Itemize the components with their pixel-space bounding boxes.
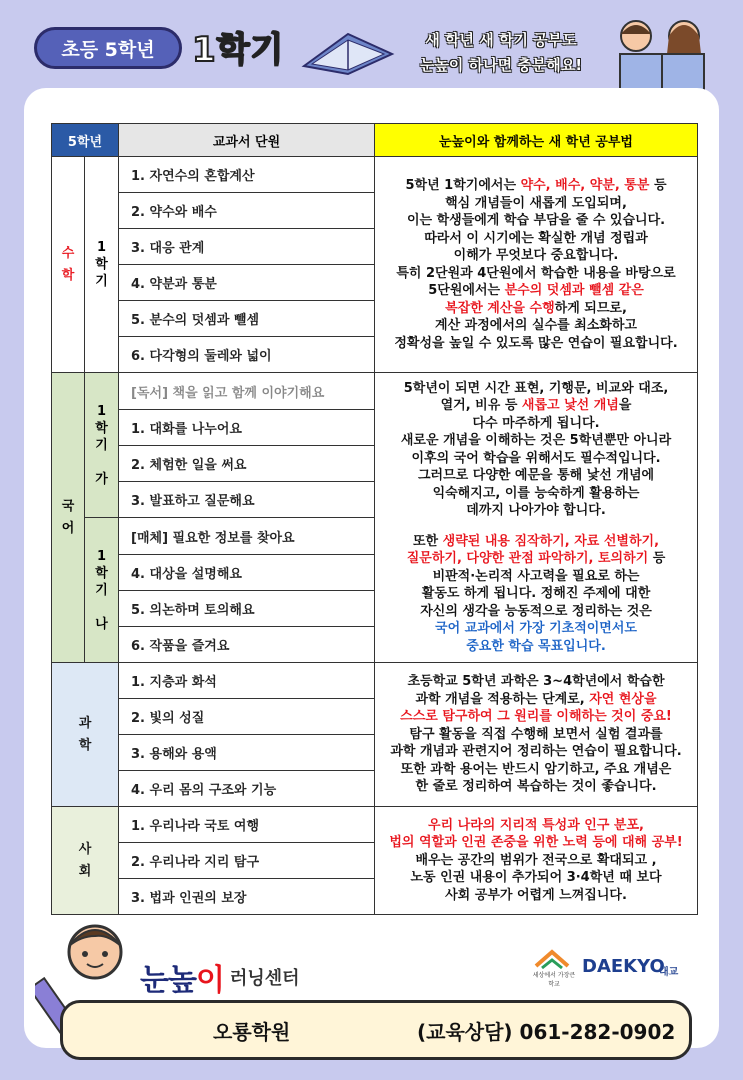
unit-row: 3. 용해와 용액 [119,735,375,771]
unit-row: 1. 자연수의 혼합계산 [119,157,375,193]
daekyo-logo: DAEKYO [582,956,665,977]
math-description: 5학년 1학기에서는 약수, 배수, 약분, 통분 등 핵심 개념들이 새롭게 도입되며, 이는 학생들에게 학습 부담을 줄 수 있습니다. 따라서 이 시기에는 확실한 개념 정립과 이해가 무엇보다 중요합니다. 특히 2단원과 4단원에서 학습한 내용을 바탕으로 5단원에서는 분수의 덧셈과 뺄셈 같은 복잡한 계산을 수행하게 되므로, 계산 과정에서의 실수를 최소화하고 정확성을 높일 수 있도록 많은 연습이 필요합니다. [375,157,698,373]
subject-math: 수 학 [52,157,85,373]
unit-row: 2. 약수와 배수 [119,193,375,229]
contact-phone[interactable]: (교육상담) 061-282-0902 [417,1019,676,1044]
social-description: 우리 나라의 지리적 특성과 인구 분포, 법의 역할과 인권 존중을 위한 노력 등에 대해 공부! 배우는 공간의 범위가 전국으로 확대되고 , 노동 인권 내용이 추가되어 3·4학년 때 보다 사회 공부가 어렵게 느껴집니다. [375,807,698,915]
unit-row: 3. 발표하고 질문해요 [119,482,375,518]
grade-badge: 초등 5학년 [34,27,182,69]
kids-reading-illustration [606,14,718,96]
korean-description: 5학년이 되면 시간 표현, 기행문, 비교와 대조, 열거, 비유 등 새롭고 낯선 개념을 다수 마주하게 됩니다. 새로운 개념을 이해하는 것은 5학년뿐만 아니라 이후의 국어 학습을 위해서도 필수적입니다. 그러므로 다양한 예문을 통해 낯선 개념에 익숙해지고, 이를 능숙하게 활용하는 데까지 나아가야 합니다. 또한 생략된 내용 짐작하기, 자료 선별하기, 질문하기, 다양한 관점 파악하기, 토의하기 등 비판적·논리적 사고력을 필요로 하는 활동도 하게 됩니다. 정해진 주제에 대한 자신의 생각을 능동적으로 정리하는 것은 국어 교과에서 가장 기초적이면서도 중요한 학습 목표입니다. [375,373,698,663]
subject-science: 과 학 [52,663,119,807]
unit-row: 6. 다각형의 둘레와 넓이 [119,337,375,373]
learning-center-label: 러닝센터 [230,968,300,989]
unit-row: 3. 대응 관계 [119,229,375,265]
unit-row: 3. 법과 인권의 보장 [119,879,375,915]
unit-header: 교과서 단원 [119,124,375,157]
science-description: 초등학교 5학년 과학은 3~4학년에서 학습한 과학 개념을 적용하는 단계로, 자연 현상을 스스로 탐구하여 그 원리를 이해하는 것이 중요! 탐구 활동을 직접 수행해 보면서 실험 결과를 과학 개념과 관련지어 정리하는 연습이 필요합니다. 또한 과학 용어는 반드시 암기하고, 주요 개념은 한 줄로 정리하여 복습하는 것이 좋습니다. [375,663,698,807]
unit-row: 1. 대화를 나누어요 [119,410,375,446]
contact-bar [60,1000,692,1060]
subject-social: 사 회 [52,807,119,915]
unit-row: 6. 작품을 즐겨요 [119,627,375,663]
method-header: 눈높이와 함께하는 새 학년 공부법 [375,124,698,157]
academy-name: 오룡학원 [213,1019,291,1044]
semester-korean-b: 1 학 기 나 [85,518,119,663]
subject-korean: 국 어 [52,373,85,663]
noonnoppi-logo: 눈높이 [140,963,224,998]
unit-row: 5. 의논하며 토의해요 [119,591,375,627]
unit-row: 4. 대상을 설명해요 [119,555,375,591]
semester-korean-a: 1 학 기 가 [85,373,119,518]
grade-header: 5학년 [52,124,119,157]
slogan: 새 학년 새 학기 공부도 눈높이 하나면 충분해요! [419,31,583,74]
unit-row: 4. 약분과 통분 [119,265,375,301]
unit-row: [독서] 책을 읽고 함께 이야기해요 [119,373,375,410]
book-icon [300,26,396,76]
unit-row: [매체] 필요한 정보를 찾아요 [119,518,375,555]
unit-row: 1. 우리나라 국토 여행 [119,807,375,843]
semester-math: 1 학 기 [85,157,119,373]
unit-row: 1. 지층과 화석 [119,663,375,699]
daekyo-korean: 대교 [659,967,679,978]
curriculum-table [51,123,698,915]
unit-row: 2. 빛의 성질 [119,699,375,735]
semester-title: 1학기 [192,30,285,70]
unit-row: 5. 분수의 덧셈과 뺄셈 [119,301,375,337]
unit-row: 2. 체험한 일을 써요 [119,446,375,482]
unit-row: 2. 우리나라 지리 탐구 [119,843,375,879]
school-slogan: 세상에서 가장큰학교 [532,972,576,988]
unit-row: 4. 우리 몸의 구조와 기능 [119,771,375,807]
